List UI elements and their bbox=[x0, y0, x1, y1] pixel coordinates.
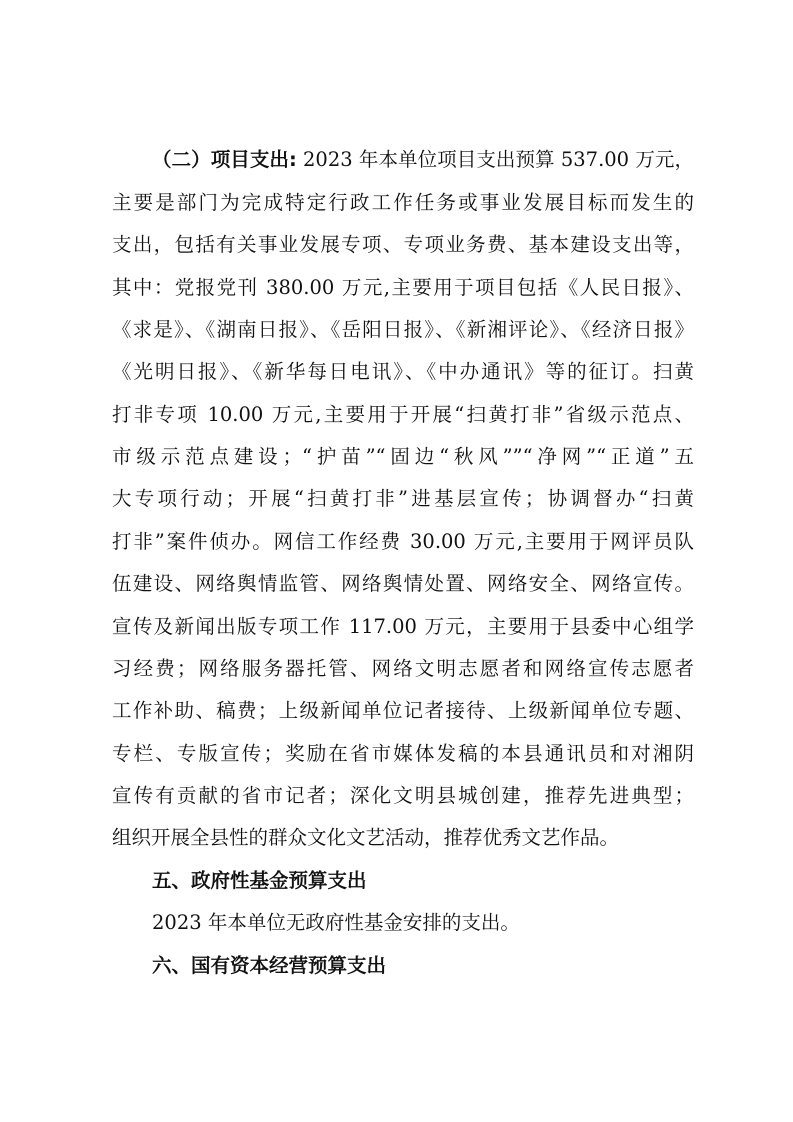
paragraph-line-14: 工作补助、稿费；上级新闻单位记者接待、上级新闻单位专题、 bbox=[112, 699, 694, 722]
paragraph-line-9: 大专项行动；开展“扫黄打非”进基层宣传；协调督办“扫黄 bbox=[112, 487, 694, 510]
paragraph-line-13: 习经费；网络服务器托管、网络文明志愿者和网络宣传志愿者 bbox=[112, 657, 694, 680]
project-expense-lead: 2023 年本单位项目支出预算 537.00 万元， bbox=[296, 148, 694, 171]
paragraph-line-12: 宣传及新闻出版专项工作 117.00 万元，主要用于县委中心组学 bbox=[112, 615, 694, 638]
paragraph-line-7: 打非专项 10.00 万元,主要用于开展“扫黄打非”省级示范点、 bbox=[112, 403, 694, 426]
section-five-heading: 五、政府性基金预算支出 bbox=[152, 869, 367, 892]
paragraph-line-3: 支出，包括有关事业发展专项、专项业务费、基本建设支出等， bbox=[112, 233, 694, 256]
paragraph-line-17: 组织开展全县性的群众文化文艺活动，推荐优秀文艺作品。 bbox=[112, 826, 620, 849]
paragraph-line-4: 其中：党报党刊 380.00 万元,主要用于项目包括《人民日报》、 bbox=[112, 276, 694, 299]
project-expense-label: （二）项目支出: bbox=[152, 148, 297, 171]
paragraph-line-11: 伍建设、网络舆情监管、网络舆情处置、网络安全、网络宣传。 bbox=[112, 572, 694, 595]
paragraph-line-10: 打非”案件侦办。网信工作经费 30.00 万元,主要用于网评员队 bbox=[112, 530, 694, 553]
paragraph-line-15: 专栏、专版宣传；奖励在省市媒体发稿的本县通讯员和对湘阴 bbox=[112, 742, 694, 765]
paragraph-line-5: 《求是》、《湖南日报》、《岳阳日报》、《新湘评论》、《经济日报》 bbox=[112, 318, 694, 341]
paragraph-line-1 bbox=[152, 147, 694, 173]
section-six-heading: 六、国有资本经营预算支出 bbox=[152, 954, 387, 977]
paragraph-line-8: 市级示范点建设；“护苗”“固边“秋风””“净网”“正道”五 bbox=[112, 445, 694, 468]
paragraph-line-6: 《光明日报》、《新华每日电讯》、《中办通讯》等的征订。扫黄 bbox=[112, 360, 694, 383]
paragraph-line-16: 宣传有贡献的省市记者；深化文明县城创建，推荐先进典型； bbox=[112, 784, 694, 807]
section-five-text: 2023 年本单位无政府性基金安排的支出。 bbox=[152, 911, 520, 934]
paragraph-line-2: 主要是部门为完成特定行政工作任务或事业发展目标而发生的 bbox=[112, 191, 694, 214]
